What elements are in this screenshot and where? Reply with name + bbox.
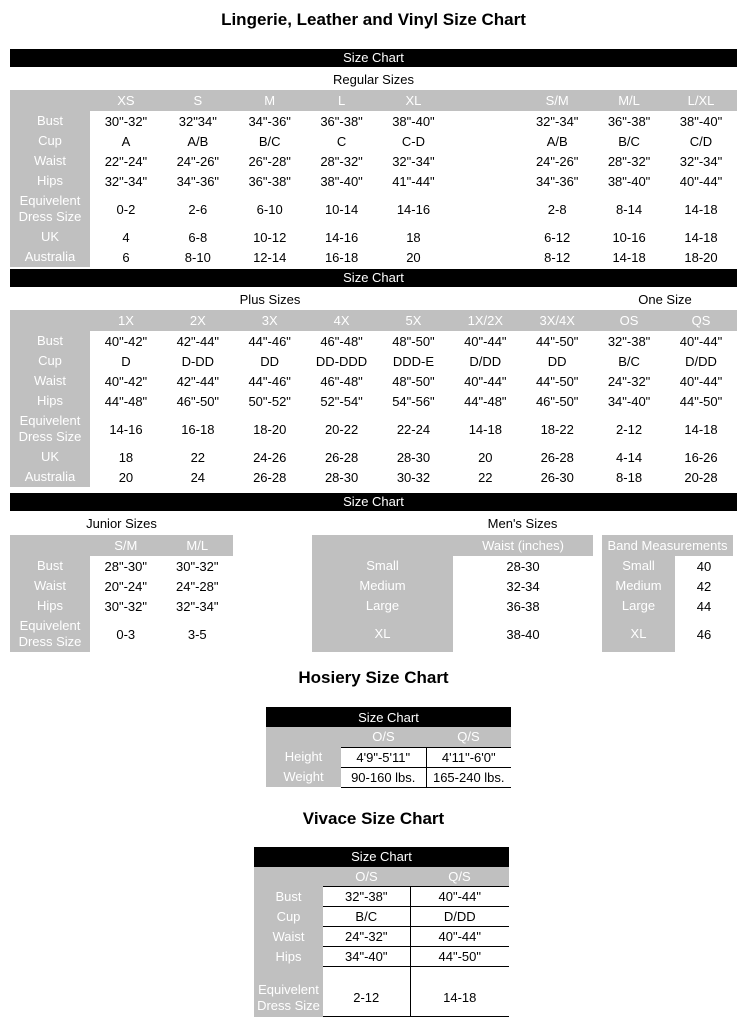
- junior-sizes-label: Junior Sizes: [10, 515, 233, 532]
- table-cell: 30-32: [378, 467, 450, 487]
- size-chart-bar: Size Chart: [266, 707, 511, 727]
- table-cell: 44"-46": [234, 371, 306, 391]
- table-cell: 34"-40": [323, 947, 410, 967]
- row-label: Hips: [10, 171, 90, 191]
- table-cell: B/C: [593, 351, 665, 371]
- plus-sizes-label: Plus Sizes: [90, 291, 450, 308]
- table-cell: 20"-24": [90, 576, 162, 596]
- table-cell: 18-20: [665, 247, 737, 267]
- table-cell: [449, 247, 521, 267]
- regular-sizes-label: Regular Sizes: [10, 71, 737, 88]
- table-cell: 40"-44": [410, 927, 509, 947]
- table-cell: D: [90, 351, 162, 371]
- column-header: 3X: [234, 310, 306, 331]
- table-row: [254, 979, 509, 1017]
- column-header: S: [162, 90, 234, 111]
- column-header: XL: [378, 90, 450, 111]
- table-cell: 26"-28": [234, 151, 306, 171]
- column-header: O/S: [341, 727, 426, 747]
- table-row: [10, 151, 737, 171]
- row-label: Cup: [10, 131, 90, 151]
- table-cell: 26-28: [234, 467, 306, 487]
- table-cell: [449, 131, 521, 151]
- row-label: Small: [312, 556, 453, 576]
- table-cell: 32"-34": [90, 171, 162, 191]
- table-cell: 6-10: [234, 191, 306, 227]
- table-cell: 14-18: [665, 411, 737, 447]
- row-label: Height: [266, 747, 341, 767]
- table-cell: 32"-34": [665, 151, 737, 171]
- table-cell: C-D: [378, 131, 450, 151]
- table-cell: 36"-38": [593, 111, 665, 131]
- table-cell: 90-160 lbs.: [341, 767, 426, 787]
- table-cell: 46"-48": [306, 331, 378, 351]
- table-cell: 54"-56": [378, 391, 450, 411]
- table-row: [266, 767, 511, 787]
- table-cell: 32"-34": [521, 111, 593, 131]
- size-chart-page: [0, 9, 747, 1017]
- corner-cell: [10, 310, 90, 331]
- table-row: [254, 967, 509, 979]
- table-header-row: [254, 867, 509, 887]
- table-row: [10, 467, 737, 487]
- table-cell: 20-22: [306, 411, 378, 447]
- size-chart-bar: Size Chart: [10, 49, 737, 67]
- table-cell: 18-22: [521, 411, 593, 447]
- regular-sizes-table: [10, 90, 737, 267]
- table-cell: 44: [675, 596, 733, 616]
- table-cell: 2-12: [593, 411, 665, 447]
- vivace-title: Vivace Size Chart: [10, 808, 737, 829]
- table-cell: 40"-44": [449, 331, 521, 351]
- row-label: Waist: [10, 576, 90, 596]
- table-cell: 40"-44": [665, 171, 737, 191]
- table-cell: 44"-48": [90, 391, 162, 411]
- table-cell: 24"-26": [162, 151, 234, 171]
- table-cell: A: [90, 131, 162, 151]
- table-cell: 14-16: [306, 227, 378, 247]
- vivace-table: [254, 847, 509, 1017]
- table-cell: 8-10: [162, 247, 234, 267]
- corner-cell: [10, 535, 90, 556]
- table-header-row: [10, 535, 233, 556]
- table-cell: 40"-44": [665, 331, 737, 351]
- column-header: Q/S: [426, 727, 511, 747]
- table-row: [254, 907, 509, 927]
- table-cell: 46"-50": [162, 391, 234, 411]
- table-cell: D/DD: [449, 351, 521, 371]
- table-cell: 16-26: [665, 447, 737, 467]
- table-cell: 28-30: [306, 467, 378, 487]
- table-row: [10, 447, 737, 467]
- table-cell: 6-8: [162, 227, 234, 247]
- table-cell: 16-18: [306, 247, 378, 267]
- table-row: [312, 556, 593, 576]
- table-cell: 16-18: [162, 411, 234, 447]
- table-cell: 10-12: [234, 227, 306, 247]
- table-cell: 48"-50": [378, 331, 450, 351]
- table-cell: 30"-32": [90, 111, 162, 131]
- row-label: Hips: [254, 947, 323, 967]
- column-header: O/S: [323, 867, 410, 887]
- table-cell: 22-24: [378, 411, 450, 447]
- size-chart-bar: Size Chart: [254, 847, 509, 867]
- table-cell: 6: [90, 247, 162, 267]
- table-cell: 44"-48": [449, 391, 521, 411]
- column-header: M/L: [593, 90, 665, 111]
- table-cell: 22"-24": [90, 151, 162, 171]
- row-label: XL: [602, 616, 675, 652]
- column-header: 5X: [378, 310, 450, 331]
- row-label: Large: [312, 596, 453, 616]
- row-label: Equivelent Dress Size: [10, 191, 90, 227]
- plus-sizes-table: [10, 310, 737, 487]
- column-header: S/M: [90, 535, 162, 556]
- table-cell: 46"-50": [521, 391, 593, 411]
- table-cell: 44"-50": [521, 371, 593, 391]
- table-cell: 46: [675, 616, 733, 652]
- corner-cell: [312, 535, 453, 556]
- table-cell: 40"-42": [90, 371, 162, 391]
- table-bar-row: [266, 707, 511, 727]
- table-cell: 0-2: [90, 191, 162, 227]
- table-cell: B/C: [593, 131, 665, 151]
- column-header: M: [234, 90, 306, 111]
- row-label: Weight: [266, 767, 341, 787]
- row-label: Australia: [10, 247, 90, 267]
- mens-band-table: [602, 535, 733, 652]
- table-row: [10, 171, 737, 191]
- table-cell: 10-14: [306, 191, 378, 227]
- table-cell: 44"-50": [521, 331, 593, 351]
- corner-cell: [266, 727, 341, 747]
- row-label: Bust: [10, 111, 90, 131]
- column-header: S/M: [521, 90, 593, 111]
- row-label: Small: [602, 556, 675, 576]
- table-cell: 48"-50": [378, 371, 450, 391]
- table-cell: [449, 151, 521, 171]
- table-cell: 32"-34": [162, 596, 234, 616]
- table-row: [254, 947, 509, 967]
- table-cell: 40"-42": [90, 331, 162, 351]
- table-cell: 24"-26": [521, 151, 593, 171]
- row-label: UK: [10, 447, 90, 467]
- table-cell: C/D: [665, 131, 737, 151]
- table-cell: 3-5: [162, 616, 234, 652]
- column-header: Band Measurements: [602, 535, 733, 556]
- table-cell: 165-240 lbs.: [426, 767, 511, 787]
- table-cell: 2-12: [323, 979, 410, 1017]
- table-cell: DDD-E: [378, 351, 450, 371]
- table-cell: 8-18: [593, 467, 665, 487]
- table-cell: 28-30: [453, 556, 593, 576]
- corner-cell: [10, 90, 90, 111]
- row-label: UK: [10, 227, 90, 247]
- table-cell: 38-40: [453, 616, 593, 652]
- table-cell: 46"-48": [306, 371, 378, 391]
- column-header: QS: [665, 310, 737, 331]
- table-row: [10, 556, 233, 576]
- table-row: [266, 747, 511, 767]
- table-header-row: [10, 310, 737, 331]
- column-header: 1X: [90, 310, 162, 331]
- table-row: [254, 927, 509, 947]
- row-label: Bust: [10, 331, 90, 351]
- row-label: Equivelent Dress Size: [10, 616, 90, 652]
- junior-mens-tables-row: [10, 535, 737, 652]
- table-row: [312, 576, 593, 596]
- table-cell: 4: [90, 227, 162, 247]
- table-cell: A/B: [521, 131, 593, 151]
- table-cell: A/B: [162, 131, 234, 151]
- table-cell: 10-16: [593, 227, 665, 247]
- table-cell: 14-16: [378, 191, 450, 227]
- table-bar-row: [254, 847, 509, 867]
- column-header: [449, 90, 521, 111]
- table-cell: 34"-36": [234, 111, 306, 131]
- table-row: [10, 411, 737, 447]
- table-cell: 38"-40": [306, 171, 378, 191]
- table-cell: 8-14: [593, 191, 665, 227]
- table-row: [10, 596, 233, 616]
- size-chart-bar: Size Chart: [10, 269, 737, 287]
- table-cell: 12-14: [234, 247, 306, 267]
- table-cell: 20: [449, 447, 521, 467]
- table-cell: 14-16: [90, 411, 162, 447]
- row-label: Medium: [602, 576, 675, 596]
- table-row: [602, 596, 733, 616]
- table-cell: DD: [234, 351, 306, 371]
- table-cell: 36"-38": [306, 111, 378, 131]
- table-cell: 0-3: [90, 616, 162, 652]
- row-label: [254, 967, 323, 979]
- table-cell: 36-38: [453, 596, 593, 616]
- table-cell: 26-30: [521, 467, 593, 487]
- column-header: M/L: [162, 535, 234, 556]
- table-cell: 4'9"-5'11": [341, 747, 426, 767]
- table-cell: DD-DDD: [306, 351, 378, 371]
- mens-sizes-label: Men's Sizes: [312, 515, 733, 532]
- table-cell: 42"-44": [162, 371, 234, 391]
- junior-sizes-table: [10, 535, 233, 652]
- row-label: Bust: [10, 556, 90, 576]
- table-cell: 30"-32": [90, 596, 162, 616]
- table-cell: 40: [675, 556, 733, 576]
- mens-waist-table: [312, 535, 593, 652]
- table-cell: 52"-54": [306, 391, 378, 411]
- table-cell: 44"-50": [665, 391, 737, 411]
- hosiery-table: [266, 707, 511, 788]
- table-cell: 32"-34": [378, 151, 450, 171]
- table-cell: [449, 111, 521, 131]
- column-header: 1X/2X: [449, 310, 521, 331]
- column-header: 3X/4X: [521, 310, 593, 331]
- table-row: [602, 576, 733, 596]
- table-cell: 14-18: [665, 191, 737, 227]
- table-cell: 38"-40": [665, 111, 737, 131]
- table-row: [312, 596, 593, 616]
- table-row: [312, 616, 593, 652]
- table-row: [254, 887, 509, 907]
- table-header-row: [10, 90, 737, 111]
- row-label: Hips: [10, 391, 90, 411]
- table-cell: 30"-32": [162, 556, 234, 576]
- plus-one-size-labels: [10, 291, 737, 308]
- row-label: Waist: [10, 151, 90, 171]
- table-row: [602, 616, 733, 652]
- table-cell: 20: [90, 467, 162, 487]
- table-cell: 14-18: [449, 411, 521, 447]
- column-header: 4X: [306, 310, 378, 331]
- table-cell: D/DD: [410, 907, 509, 927]
- table-row: [10, 227, 737, 247]
- table-header-row: [312, 535, 593, 556]
- table-row: [10, 391, 737, 411]
- column-header: Q/S: [410, 867, 509, 887]
- table-cell: C: [306, 131, 378, 151]
- table-cell: DD: [521, 351, 593, 371]
- one-size-label: One Size: [593, 291, 737, 308]
- row-label: Waist: [10, 371, 90, 391]
- table-cell: 40"-44": [665, 371, 737, 391]
- row-label: Hips: [10, 596, 90, 616]
- table-cell: 14-18: [410, 979, 509, 1017]
- table-cell: 26-28: [521, 447, 593, 467]
- table-cell: 36"-38": [234, 171, 306, 191]
- row-label: Equivelent Dress Size: [254, 979, 323, 1017]
- row-label: Medium: [312, 576, 453, 596]
- table-cell: 34"-40": [593, 391, 665, 411]
- row-label: Large: [602, 596, 675, 616]
- table-cell: 28"-30": [90, 556, 162, 576]
- table-cell: 34"-36": [521, 171, 593, 191]
- table-cell: 32"-38": [593, 331, 665, 351]
- table-cell: B/C: [234, 131, 306, 151]
- table-cell: 4-14: [593, 447, 665, 467]
- table-header-row: [266, 727, 511, 747]
- corner-cell: [254, 867, 323, 887]
- table-row: [10, 191, 737, 227]
- table-cell: [323, 967, 410, 979]
- table-cell: [449, 191, 521, 227]
- table-cell: B/C: [323, 907, 410, 927]
- table-cell: 42: [675, 576, 733, 596]
- junior-mens-labels: [10, 515, 737, 532]
- table-cell: 24-26: [234, 447, 306, 467]
- column-header: XS: [90, 90, 162, 111]
- table-cell: 32-34: [453, 576, 593, 596]
- table-row: [602, 556, 733, 576]
- table-cell: 41"-44": [378, 171, 450, 191]
- table-cell: 50"-52": [234, 391, 306, 411]
- row-label: Bust: [254, 887, 323, 907]
- table-row: [10, 247, 737, 267]
- table-cell: 34"-36": [162, 171, 234, 191]
- column-header: L: [306, 90, 378, 111]
- table-cell: 24"-28": [162, 576, 234, 596]
- column-header: 2X: [162, 310, 234, 331]
- table-cell: 26-28: [306, 447, 378, 467]
- table-cell: 44"-50": [410, 947, 509, 967]
- table-row: [10, 111, 737, 131]
- table-cell: 24"-32": [593, 371, 665, 391]
- table-cell: 32"-38": [323, 887, 410, 907]
- table-cell: 22: [449, 467, 521, 487]
- table-cell: 28"-32": [593, 151, 665, 171]
- table-row: [10, 331, 737, 351]
- table-cell: 14-18: [593, 247, 665, 267]
- row-label: Cup: [10, 351, 90, 371]
- table-row: [10, 616, 233, 652]
- table-row: [10, 351, 737, 371]
- page-title: Lingerie, Leather and Vinyl Size Chart: [10, 9, 737, 30]
- table-cell: 18: [90, 447, 162, 467]
- table-cell: 18-20: [234, 411, 306, 447]
- table-row: [10, 576, 233, 596]
- table-cell: 38"-40": [593, 171, 665, 191]
- row-label: Australia: [10, 467, 90, 487]
- table-cell: 40"-44": [410, 887, 509, 907]
- table-cell: 20: [378, 247, 450, 267]
- table-cell: 22: [162, 447, 234, 467]
- row-label: XL: [312, 616, 453, 652]
- table-cell: [410, 967, 509, 979]
- table-cell: D-DD: [162, 351, 234, 371]
- hosiery-title: Hosiery Size Chart: [10, 667, 737, 688]
- table-cell: 24: [162, 467, 234, 487]
- table-cell: 8-12: [521, 247, 593, 267]
- table-row: [10, 131, 737, 151]
- table-cell: 14-18: [665, 227, 737, 247]
- table-cell: 32"34": [162, 111, 234, 131]
- table-row: [10, 371, 737, 391]
- table-cell: 2-8: [521, 191, 593, 227]
- table-header-row: [602, 535, 733, 556]
- table-cell: 20-28: [665, 467, 737, 487]
- table-cell: [449, 171, 521, 191]
- table-cell: 40"-44": [449, 371, 521, 391]
- table-cell: 24"-32": [323, 927, 410, 947]
- row-label: Equivelent Dress Size: [10, 411, 90, 447]
- table-cell: 4'11"-6'0": [426, 747, 511, 767]
- table-cell: [449, 227, 521, 247]
- row-label: Waist: [254, 927, 323, 947]
- column-header: OS: [593, 310, 665, 331]
- table-cell: 2-6: [162, 191, 234, 227]
- table-cell: 18: [378, 227, 450, 247]
- table-cell: 38"-40": [378, 111, 450, 131]
- table-cell: 44"-46": [234, 331, 306, 351]
- column-header: L/XL: [665, 90, 737, 111]
- table-cell: 28"-32": [306, 151, 378, 171]
- row-label: Cup: [254, 907, 323, 927]
- size-chart-bar: Size Chart: [10, 493, 737, 511]
- table-cell: 28-30: [378, 447, 450, 467]
- column-header: Waist (inches): [453, 535, 593, 556]
- table-cell: 42"-44": [162, 331, 234, 351]
- table-cell: D/DD: [665, 351, 737, 371]
- table-cell: 6-12: [521, 227, 593, 247]
